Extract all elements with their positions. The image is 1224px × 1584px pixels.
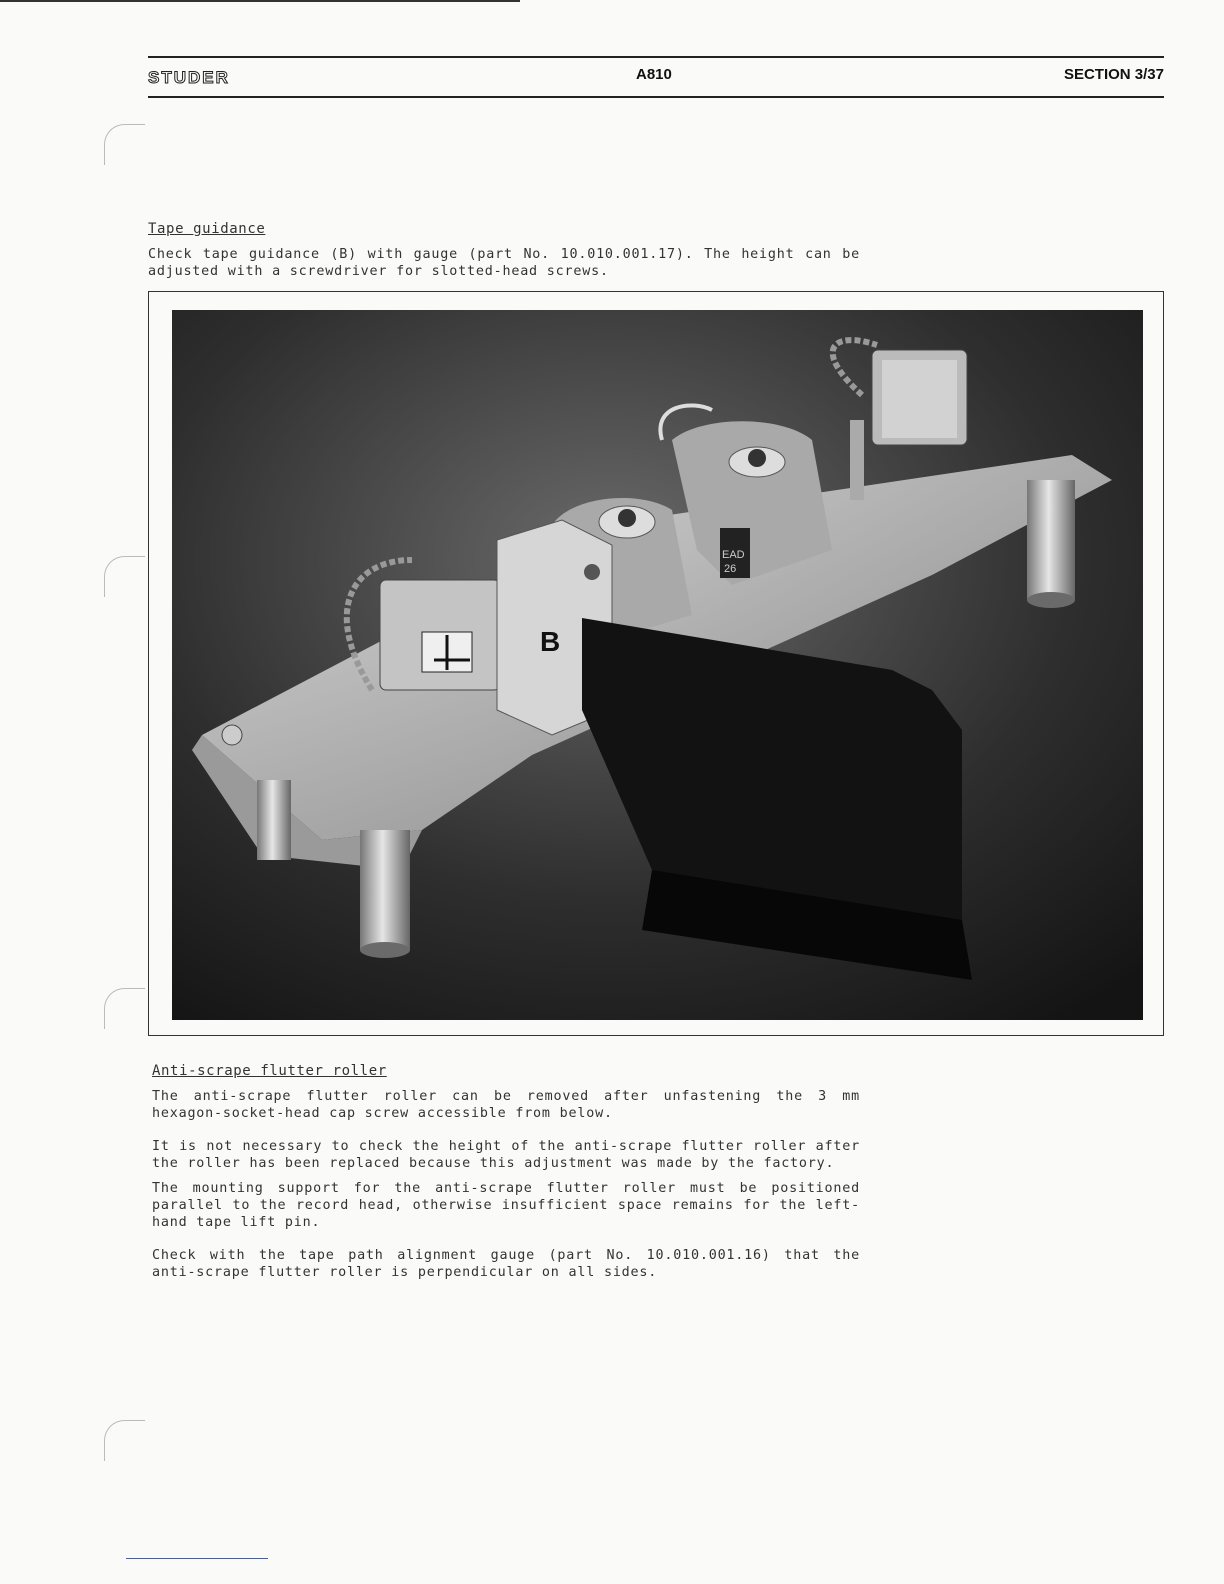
anti-scrape-heading: Anti-scrape flutter roller	[152, 1063, 387, 1079]
header-rule-bottom	[148, 96, 1164, 98]
anti-scrape-paragraph-3: The mounting support for the anti-scrape flutter roller must be positioned parallel to the record head, otherwise insufficient space remains for the left-hand tape lift pin.	[152, 1181, 860, 1230]
brand-logo: STUDER	[148, 68, 230, 87]
tape-guidance-heading: Tape guidance	[148, 221, 266, 237]
guide-label: B	[540, 626, 561, 657]
head-label-ead: EAD	[722, 549, 745, 561]
anti-scrape-paragraph-4: Check with the tape path alignment gauge (part No. 10.010.001.16) that the anti-scrape flutter roller is perpendicular on all sides.	[152, 1248, 860, 1280]
section-number: SECTION 3/37	[1063, 66, 1164, 83]
punch-hole-mark	[104, 988, 145, 1029]
header-rule-top	[148, 56, 1164, 58]
tape-head-assembly-photo	[172, 310, 1143, 1020]
punch-hole-mark	[104, 124, 145, 165]
scan-edge-line	[0, 0, 520, 2]
punch-hole-mark	[104, 556, 145, 597]
head-label-26: 26	[724, 563, 737, 575]
anti-scrape-paragraph-1: The anti-scrape flutter roller can be removed after unfastening the 3 mm hexagon-socket-head cap screw accessible from below.	[152, 1089, 860, 1121]
footer-mark	[126, 1558, 268, 1559]
punch-hole-mark	[104, 1420, 145, 1461]
model-number: A810	[636, 66, 672, 83]
anti-scrape-paragraph-2: It is not necessary to check the height of the anti-scrape flutter roller after the roller has been replaced because this adjustment was made by the factory.	[152, 1139, 860, 1171]
tape-guidance-text: Check tape guidance (B) with gauge (part No. 10.010.001.17). The height can be adjusted with a screwdriver for slotted-head screws.	[148, 247, 860, 279]
